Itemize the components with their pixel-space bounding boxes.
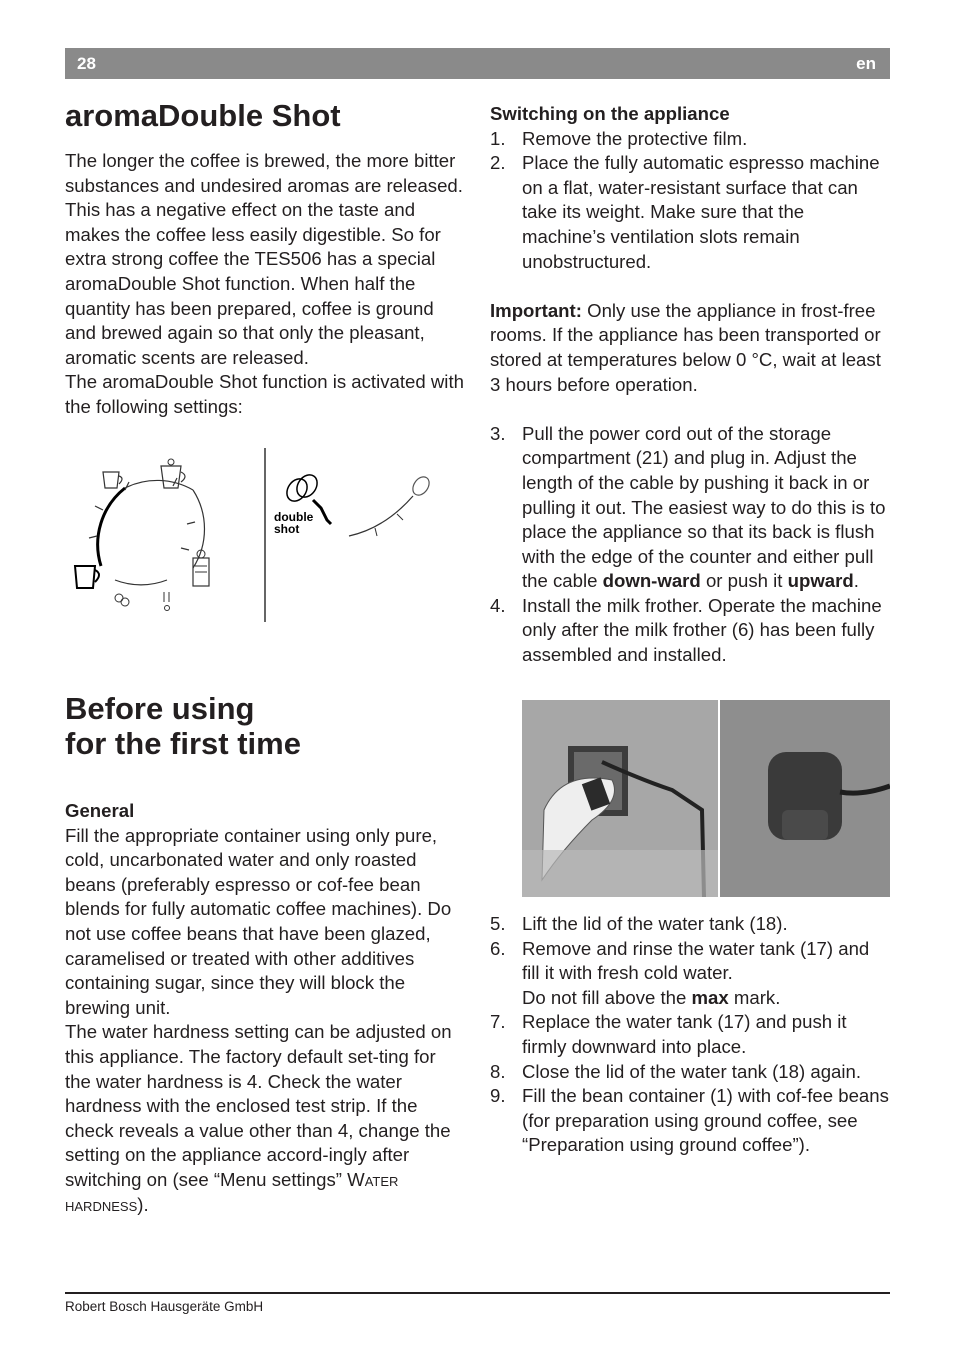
water-hardness-end: ). [137, 1193, 149, 1215]
step-text: . [853, 570, 859, 592]
steps-list-a [490, 127, 890, 275]
step-text: Remove and rinse the water tank (17) and fill it with fresh cold water. [522, 937, 870, 984]
double-shot-label-line2: shot [274, 522, 300, 536]
step-text: Install the milk frother. Operate the machine only after the milk frother (6) has been fully assembled and installed. [522, 594, 882, 666]
important-label: Important: [490, 299, 582, 321]
step-text: Pull the power cord out of the storage compartment (21) and plug in. Adjust the length of the cable by pushing it back in or pulling it out. The easiest way to do this is to place the appliance so that its back is flush with the edge of the counter and either pull the cable [522, 422, 886, 592]
page-header [65, 48, 890, 79]
switching-on-heading: Switching on the appliance [490, 103, 730, 124]
mug-icon [75, 566, 99, 588]
section-title-aroma-double-shot: aromaDouble Shot [65, 98, 341, 133]
step-number: 5. [490, 913, 506, 934]
list-item [490, 912, 890, 937]
aroma-description: The longer the coffee is brewed, the more bitter substances and undesired aromas are released. This has a negative effect on the taste and makes the coffee less easily digestible. So for extra strong coffee the TES506 has a special aromaDouble Shot function. When half the quantity has been prepared, coffee is ground and brewed again so that only the pleasant, aromatic scents are released. [65, 150, 463, 368]
right-column [490, 102, 890, 668]
step-text: mark. [728, 986, 781, 1008]
water-hardness-text [65, 1020, 465, 1217]
double-shot-label-line1: double [274, 510, 314, 524]
section-title-before-using-line1: Before using [65, 691, 255, 726]
aroma-activation-text: The aromaDouble Shot function is activated with the following settings: [65, 371, 464, 417]
drops-icon [115, 594, 129, 606]
list-item [490, 1060, 890, 1085]
list-item [490, 1010, 890, 1059]
step-bold-max: max [691, 986, 729, 1008]
dial-illustration [65, 448, 465, 624]
step-number: 1. [490, 127, 506, 149]
left-column [65, 98, 465, 420]
step-text: Do not fill above the [522, 986, 692, 1008]
large-cup-icon [161, 459, 185, 488]
step-text: or push it [700, 570, 788, 592]
step-text: Lift the lid of the water tank (18). [522, 913, 788, 934]
language-code: en [856, 54, 876, 73]
water-hardness-reference: Water hardness [65, 1168, 399, 1215]
footer-divider [65, 1292, 890, 1294]
step-text: Replace the water tank (17) and push it firmly downward into place. [522, 1011, 847, 1057]
aroma-dial-figure [65, 448, 465, 624]
step-number: 4. [490, 594, 506, 616]
right-column-lower [490, 912, 890, 1158]
single-bean-icon [410, 474, 433, 498]
double-bean-icon [283, 471, 322, 505]
photo-illustration [522, 700, 890, 897]
steps-list-b [490, 422, 890, 668]
section-title-before-using-line2: for the first time [65, 726, 301, 761]
step-number: 2. [490, 152, 506, 174]
footer-company: Robert Bosch Hausgeräte GmbH [65, 1299, 264, 1314]
step-bold-upward: upward [787, 570, 854, 592]
general-heading: General [65, 800, 135, 821]
step-number: 6. [490, 937, 506, 959]
step-number: 7. [490, 1011, 506, 1033]
before-using-section [65, 691, 465, 1217]
small-cup-icon [103, 472, 122, 488]
step-text: Place the fully automatic espresso machine on a flat, water-resistant surface that can take its weight. Make sure that the machine’s ventilation slots remain unobstructured. [522, 152, 880, 272]
step-text: Close the lid of the water tank (18) again. [522, 1060, 862, 1082]
list-item [490, 594, 890, 668]
general-text: Fill the appropriate container using only pure, cold, uncarbonated water and only roasted beans (preferably espresso or cof-fee bean blends for fully automatic coffee machines). Do not use coffee beans that have been glazed, caramelised or treated with other additives containing sugar, since they will block the brewing unit. [65, 824, 452, 1018]
list-item [490, 127, 890, 152]
step-text: Remove the protective film. [522, 127, 748, 149]
steps-list-c [490, 912, 890, 1158]
step-text: Fill the bean container (1) with cof-fee beans (for preparation using ground coffee, see “Preparation using ground coffee”). [522, 1085, 889, 1156]
list-item [490, 937, 890, 1011]
list-item [490, 151, 890, 274]
important-text: Only use the appliance in frost-free rooms. If the appliance has been transported or stored at temperatures below 0 °C, wait at least 3 hours before operation. [490, 299, 881, 395]
glass-icon [193, 550, 209, 586]
important-note [490, 299, 890, 397]
water-hardness-body: The water hardness setting can be adjusted on this appliance. The factory default set-ting for the water hardness is 4. Check the water hardness with the enclosed test strip. If the check reveals a value other than 4, change the setting on the appliance accord-ingly after switching on (see “Menu settings” [65, 1021, 452, 1190]
list-item [490, 422, 890, 594]
drip-icon [164, 592, 170, 611]
step-number: 9. [490, 1085, 506, 1107]
installation-photo [522, 700, 890, 897]
list-item [490, 1084, 890, 1158]
step-bold-downward: down-ward [602, 570, 701, 592]
step-number: 8. [490, 1060, 506, 1082]
page-number: 28 [77, 54, 96, 73]
step-number: 3. [490, 422, 506, 444]
